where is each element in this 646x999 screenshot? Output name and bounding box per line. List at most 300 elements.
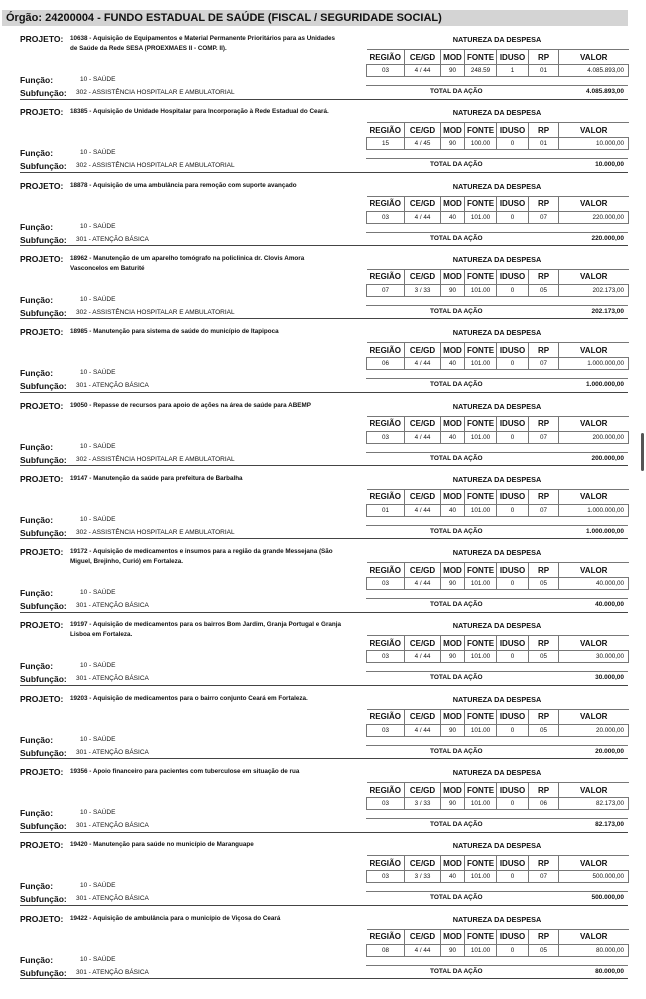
dash-separator: -	[87, 548, 93, 556]
funcao-label: Função:	[20, 75, 54, 85]
subfuncao-label: Subfunção:	[20, 894, 67, 905]
table-cell: 248.59	[465, 65, 497, 77]
table-cell: 3 / 33	[405, 871, 441, 883]
divider	[20, 758, 628, 759]
total-row	[366, 305, 628, 318]
table-cell: 90	[441, 651, 465, 663]
table-cell: 07	[529, 211, 559, 223]
total-label: TOTAL DA AÇÃO	[430, 894, 483, 902]
column-header: FONTE	[465, 50, 497, 65]
total-row	[366, 745, 628, 758]
column-header: REGIÃO	[367, 50, 405, 65]
dash-separator: -	[87, 254, 94, 262]
table-cell: 90	[441, 284, 465, 296]
table-header-row	[367, 416, 629, 431]
table-cell: 03	[367, 211, 405, 223]
funcao-label: Função:	[20, 661, 54, 672]
subfuncao-label: Subfunção:	[20, 234, 67, 245]
natureza-table	[366, 782, 629, 810]
table-header-row	[367, 929, 629, 944]
natureza-title: NATUREZA DA DESPESA	[452, 35, 542, 44]
column-header: VALOR	[559, 343, 629, 358]
funcao-label: Função:	[20, 441, 54, 452]
funcao-label: Função:	[20, 588, 54, 599]
divider	[20, 318, 628, 319]
table-cell: 90	[441, 798, 465, 810]
total-value: 40.000,00	[595, 601, 624, 609]
total-label: TOTAL DA AÇÃO	[430, 381, 483, 389]
column-header: CE/GD	[405, 50, 441, 65]
table-cell: 01	[529, 138, 559, 150]
divider	[20, 832, 628, 833]
funcao-value: 10 - SAÚDE	[80, 442, 116, 450]
table-cell: 05	[529, 944, 559, 956]
project-text: Manutenção de um aparelho tomógrafo na policlinica dr. Clovis Amora Vasconcelos em Baturité	[70, 254, 305, 272]
orgao-header: Órgão: 24200004 - FUNDO ESTADUAL DE SAÚDE (FISCAL / SEGURIDADE SOCIAL)	[2, 10, 628, 26]
table-cell: 90	[441, 578, 465, 590]
divider	[20, 465, 628, 466]
funcao-value: 10 - SAÚDE	[80, 295, 116, 303]
project-description	[70, 34, 342, 54]
table-cell: 4.085.893,00	[559, 65, 629, 77]
dash-separator: -	[87, 768, 93, 775]
table-cell: 101.00	[465, 431, 497, 443]
project-code: 19172	[70, 548, 88, 556]
column-header: MOD	[441, 343, 465, 358]
column-header: REGIÃO	[367, 123, 405, 138]
subfuncao-label: Subfunção:	[20, 454, 67, 465]
subfuncao-value: 301 - ATENÇÃO BÁSICA	[76, 235, 149, 243]
subfuncao-label: Subfunção:	[20, 747, 67, 758]
subfuncao-value: 302 - ASSISTÊNCIA HOSPITALAR E AMBULATORIAL	[76, 89, 235, 96]
column-header: IDUSO	[497, 123, 529, 138]
table-cell: 80.000,00	[559, 944, 629, 956]
column-header: RP	[529, 416, 559, 431]
table-cell: 40	[441, 871, 465, 883]
project-text: Aquisição de medicamentos para os bairros Bom Jardim, Granja Portugal e Granja Lisboa em Fortaleza.	[70, 621, 341, 639]
column-header: FONTE	[465, 196, 497, 211]
column-header: REGIÃO	[367, 783, 405, 798]
column-header: REGIÃO	[367, 343, 405, 358]
projeto-label: PROJETO:	[20, 473, 64, 484]
table-cell: 03	[367, 578, 405, 590]
total-label: TOTAL DA AÇÃO	[430, 967, 483, 975]
table-cell: 101.00	[465, 504, 497, 516]
table-cell: 202.173,00	[559, 284, 629, 296]
table-cell: 20.000,00	[559, 724, 629, 736]
total-value: 200.000,00	[591, 454, 624, 462]
table-cell: 0	[497, 798, 529, 810]
table-cell: 15	[367, 138, 405, 150]
column-header: MOD	[441, 783, 465, 798]
column-header: VALOR	[559, 709, 629, 724]
project-text: Manutenção para saúde no município de Maranguape	[93, 841, 254, 849]
table-cell: 1.000.000,00	[559, 358, 629, 370]
table-row	[367, 798, 629, 810]
subfuncao-value: 302 - ASSISTÊNCIA HOSPITALAR E AMBULATORIAL	[76, 455, 235, 463]
column-header: IDUSO	[497, 416, 529, 431]
subfuncao-value: 302 - ASSISTÊNCIA HOSPITALAR E AMBULATORIAL	[76, 308, 235, 316]
subfuncao-label: Subfunção:	[20, 967, 67, 978]
project-block	[0, 910, 646, 984]
table-cell: 06	[367, 358, 405, 370]
table-header-row	[367, 196, 629, 211]
subfuncao-label: Subfunção:	[20, 88, 67, 98]
natureza-title: NATUREZA DA DESPESA	[452, 841, 542, 851]
total-value: 82.173,00	[595, 821, 624, 828]
table-cell: 4 / 44	[405, 211, 441, 223]
table-cell: 220.000,00	[559, 211, 629, 223]
project-description	[70, 107, 342, 117]
project-code: 10638	[70, 35, 88, 42]
project-code: 19422	[70, 914, 88, 922]
project-description	[70, 474, 342, 484]
subfuncao-label: Subfunção:	[20, 674, 67, 685]
column-header: RP	[529, 489, 559, 504]
divider	[20, 538, 628, 539]
dash-separator: -	[87, 328, 94, 336]
project-text: Manutenção da saúde para prefeitura de Barbalha	[93, 474, 243, 482]
table-cell: 500.000,00	[559, 871, 629, 883]
divider	[20, 245, 628, 246]
table-header-row	[367, 489, 629, 504]
table-cell: 01	[367, 504, 405, 516]
table-cell: 90	[441, 65, 465, 77]
project-text: Aquisição de Unidade Hospitalar para Incorporação à Rede Estadual do Ceará.	[92, 108, 329, 116]
table-cell: 101.00	[465, 284, 497, 296]
project-text: Apoio financeiro para pacientes com tuberculose em situação de rua	[92, 768, 300, 775]
table-header-row	[367, 709, 629, 724]
table-cell: 4 / 44	[405, 65, 441, 77]
table-cell: 03	[367, 65, 405, 77]
column-header: REGIÃO	[367, 636, 405, 651]
column-header: VALOR	[559, 489, 629, 504]
column-header: MOD	[441, 416, 465, 431]
projeto-label: PROJETO:	[20, 693, 64, 704]
project-code: 19356	[70, 768, 88, 775]
column-header: CE/GD	[405, 636, 441, 651]
dash-separator: -	[87, 401, 94, 409]
total-value: 10.000,00	[595, 161, 624, 169]
subfuncao-value: 301 - ATENÇÃO BÁSICA	[76, 675, 149, 683]
table-header-row	[367, 636, 629, 651]
table-cell: 07	[529, 431, 559, 443]
table-row	[367, 211, 629, 223]
total-row	[366, 525, 628, 538]
table-row	[367, 138, 629, 150]
table-row	[367, 284, 629, 296]
total-label: TOTAL DA AÇÃO	[430, 527, 483, 535]
table-cell: 40.000,00	[559, 578, 629, 590]
project-code: 18385	[70, 108, 88, 116]
column-header: IDUSO	[497, 489, 529, 504]
column-header: RP	[529, 196, 559, 211]
column-header: VALOR	[559, 416, 629, 431]
subfuncao-label: Subfunção:	[20, 601, 67, 612]
project-description	[70, 694, 342, 704]
total-value: 80.000,00	[595, 967, 624, 975]
funcao-value: 10 - SAÚDE	[80, 809, 116, 816]
table-cell: 05	[529, 724, 559, 736]
divider	[20, 685, 628, 686]
total-value: 20.000,00	[595, 747, 624, 755]
project-description	[70, 840, 342, 850]
natureza-title: NATUREZA DA DESPESA	[452, 548, 542, 558]
total-row	[366, 232, 628, 245]
column-header: REGIÃO	[367, 196, 405, 211]
table-cell: 101.00	[465, 871, 497, 883]
table-cell: 4 / 45	[405, 138, 441, 150]
natureza-table	[366, 489, 629, 517]
natureza-table	[366, 929, 629, 957]
divider	[20, 172, 628, 173]
funcao-value: 10 - SAÚDE	[80, 735, 116, 743]
funcao-label: Função:	[20, 368, 54, 379]
table-cell: 05	[529, 284, 559, 296]
column-header: MOD	[441, 123, 465, 138]
column-header: FONTE	[465, 416, 497, 431]
column-header: RP	[529, 856, 559, 871]
natureza-table	[366, 416, 629, 444]
column-header: VALOR	[559, 269, 629, 284]
table-cell: 0	[497, 651, 529, 663]
project-block	[0, 690, 646, 764]
subfuncao-label: Subfunção:	[20, 161, 67, 172]
table-cell: 0	[497, 284, 529, 296]
natureza-table	[366, 709, 629, 737]
project-code: 19197	[70, 621, 88, 629]
natureza-title: NATUREZA DA DESPESA	[452, 254, 542, 264]
natureza-table	[366, 122, 629, 150]
table-cell: 4 / 44	[405, 358, 441, 370]
project-code: 19147	[70, 474, 88, 482]
funcao-label: Função:	[20, 148, 54, 159]
table-row	[367, 504, 629, 516]
table-cell: 03	[367, 431, 405, 443]
column-header: VALOR	[559, 783, 629, 798]
table-cell: 05	[529, 578, 559, 590]
project-code: 19420	[70, 841, 88, 849]
column-header: FONTE	[465, 343, 497, 358]
project-description	[70, 401, 342, 411]
column-header: REGIÃO	[367, 929, 405, 944]
column-header: REGIÃO	[367, 563, 405, 578]
project-text: Manutenção para sistema de saúde do município de Itapipoca	[93, 328, 279, 336]
column-header: MOD	[441, 636, 465, 651]
column-header: CE/GD	[405, 563, 441, 578]
total-row	[366, 598, 628, 611]
column-header: IDUSO	[497, 50, 529, 65]
column-header: FONTE	[465, 709, 497, 724]
table-cell: 05	[529, 651, 559, 663]
table-cell: 0	[497, 578, 529, 590]
column-header: MOD	[441, 709, 465, 724]
funcao-value: 10 - SAÚDE	[80, 882, 116, 890]
subfuncao-label: Subfunção:	[20, 821, 67, 831]
project-text: Aquisição de Equipamentos e Material Permanente Prioritários para as Unidades de Saúde da Rede SESA (PROEXMAES II - COMP. II).	[70, 35, 336, 52]
column-header: FONTE	[465, 856, 497, 871]
total-row	[366, 378, 628, 391]
table-row	[367, 651, 629, 663]
natureza-title: NATUREZA DA DESPESA	[452, 401, 542, 411]
natureza-title: NATUREZA DA DESPESA	[452, 914, 542, 924]
column-header: CE/GD	[405, 709, 441, 724]
natureza-title: NATUREZA DA DESPESA	[452, 474, 542, 484]
project-block	[0, 543, 646, 617]
dash-separator: -	[87, 841, 94, 849]
column-header: RP	[529, 50, 559, 65]
dash-separator: -	[87, 914, 93, 922]
subfuncao-label: Subfunção:	[20, 381, 67, 392]
project-block	[0, 30, 646, 104]
column-header: IDUSO	[497, 929, 529, 944]
table-cell: 0	[497, 871, 529, 883]
project-code: 18878	[70, 181, 88, 189]
column-header: RP	[529, 269, 559, 284]
column-header: CE/GD	[405, 929, 441, 944]
funcao-value: 10 - SAÚDE	[80, 955, 116, 963]
natureza-table	[366, 562, 629, 590]
table-cell: 101.00	[465, 578, 497, 590]
table-cell: 0	[497, 138, 529, 150]
column-header: MOD	[441, 269, 465, 284]
dash-separator: -	[87, 35, 93, 42]
table-row	[367, 358, 629, 370]
natureza-title: NATUREZA DA DESPESA	[452, 108, 542, 118]
table-cell: 100.00	[465, 138, 497, 150]
column-header: REGIÃO	[367, 269, 405, 284]
project-description	[70, 327, 342, 337]
total-label: TOTAL DA AÇÃO	[430, 601, 483, 609]
table-cell: 07	[529, 358, 559, 370]
subfuncao-value: 301 - ATENÇÃO BÁSICA	[76, 382, 149, 390]
column-header: IDUSO	[497, 856, 529, 871]
subfuncao-value: 301 - ATENÇÃO BÁSICA	[76, 895, 149, 903]
dash-separator: -	[87, 474, 94, 482]
table-cell: 4 / 44	[405, 578, 441, 590]
total-row	[366, 452, 628, 465]
column-header: IDUSO	[497, 783, 529, 798]
table-header-row	[367, 269, 629, 284]
table-cell: 1	[497, 65, 529, 77]
project-block	[0, 763, 646, 837]
table-header-row	[367, 563, 629, 578]
table-cell: 08	[367, 944, 405, 956]
natureza-title: NATUREZA DA DESPESA	[452, 694, 542, 704]
project-block	[0, 323, 646, 397]
table-header-row	[367, 343, 629, 358]
project-description	[70, 254, 342, 274]
funcao-value: 10 - SAÚDE	[80, 515, 116, 523]
column-header: RP	[529, 929, 559, 944]
table-cell: 101.00	[465, 724, 497, 736]
natureza-title: NATUREZA DA DESPESA	[452, 621, 542, 631]
funcao-value: 10 - SAÚDE	[80, 222, 116, 230]
project-block	[0, 250, 646, 324]
natureza-table	[366, 269, 629, 297]
project-code: 19203	[70, 694, 88, 702]
total-value: 30.000,00	[595, 674, 624, 682]
funcao-label: Função:	[20, 734, 54, 745]
table-cell: 101.00	[465, 944, 497, 956]
column-header: MOD	[441, 50, 465, 65]
table-cell: 0	[497, 724, 529, 736]
total-row	[366, 158, 628, 171]
total-value: 1.000.000,00	[586, 527, 624, 535]
table-cell: 03	[367, 798, 405, 810]
table-cell: 03	[367, 871, 405, 883]
table-cell: 200.000,00	[559, 431, 629, 443]
column-header: MOD	[441, 563, 465, 578]
table-cell: 07	[529, 871, 559, 883]
column-header: VALOR	[559, 123, 629, 138]
table-cell: 07	[367, 284, 405, 296]
column-header: IDUSO	[497, 563, 529, 578]
table-row	[367, 578, 629, 590]
dash-separator: -	[87, 694, 93, 702]
column-header: CE/GD	[405, 196, 441, 211]
total-label: TOTAL DA AÇÃO	[430, 747, 483, 755]
subfuncao-value: 301 - ATENÇÃO BÁSICA	[76, 602, 149, 610]
total-label: TOTAL DA AÇÃO	[430, 674, 483, 682]
total-label: TOTAL DA AÇÃO	[430, 234, 483, 242]
column-header: REGIÃO	[367, 856, 405, 871]
column-header: REGIÃO	[367, 709, 405, 724]
table-row	[367, 65, 629, 77]
table-cell: 3 / 33	[405, 284, 441, 296]
column-header: CE/GD	[405, 416, 441, 431]
column-header: RP	[529, 636, 559, 651]
funcao-label: Função:	[20, 881, 54, 892]
table-cell: 101.00	[465, 798, 497, 810]
table-header-row	[367, 123, 629, 138]
project-block	[0, 103, 646, 177]
subfuncao-value: 301 - ATENÇÃO BÁSICA	[76, 748, 149, 756]
column-header: RP	[529, 123, 559, 138]
projeto-label: PROJETO:	[20, 767, 64, 777]
divider	[20, 905, 628, 906]
total-row	[366, 965, 628, 978]
total-row	[366, 671, 628, 684]
dash-separator: -	[87, 108, 93, 116]
column-header: IDUSO	[497, 636, 529, 651]
column-header: CE/GD	[405, 123, 441, 138]
column-header: RP	[529, 343, 559, 358]
dash-separator: -	[87, 181, 93, 189]
project-text: Aquisição de uma ambulância para remoção com suporte avançado	[92, 181, 297, 189]
table-cell: 0	[497, 358, 529, 370]
scrollbar-thumb[interactable]	[641, 433, 644, 471]
table-header-row	[367, 50, 629, 65]
subfuncao-label: Subfunção:	[20, 307, 67, 318]
natureza-title: NATUREZA DA DESPESA	[452, 328, 542, 338]
project-code: 18985	[70, 328, 88, 336]
column-header: RP	[529, 783, 559, 798]
table-cell: 0	[497, 504, 529, 516]
table-cell: 90	[441, 138, 465, 150]
project-block	[0, 397, 646, 471]
project-description	[70, 181, 342, 191]
projeto-label: PROJETO:	[20, 107, 64, 118]
projeto-label: PROJETO:	[20, 34, 64, 44]
subfuncao-value: 301 - ATENÇÃO BÁSICA	[76, 968, 149, 976]
table-cell: 4 / 44	[405, 504, 441, 516]
table-cell: 90	[441, 944, 465, 956]
natureza-title: NATUREZA DA DESPESA	[452, 181, 542, 191]
projeto-label: PROJETO:	[20, 620, 64, 631]
project-text: Repasse de recursos para apoio de ações na área de saúde para ABEMP	[93, 401, 311, 409]
column-header: FONTE	[465, 123, 497, 138]
